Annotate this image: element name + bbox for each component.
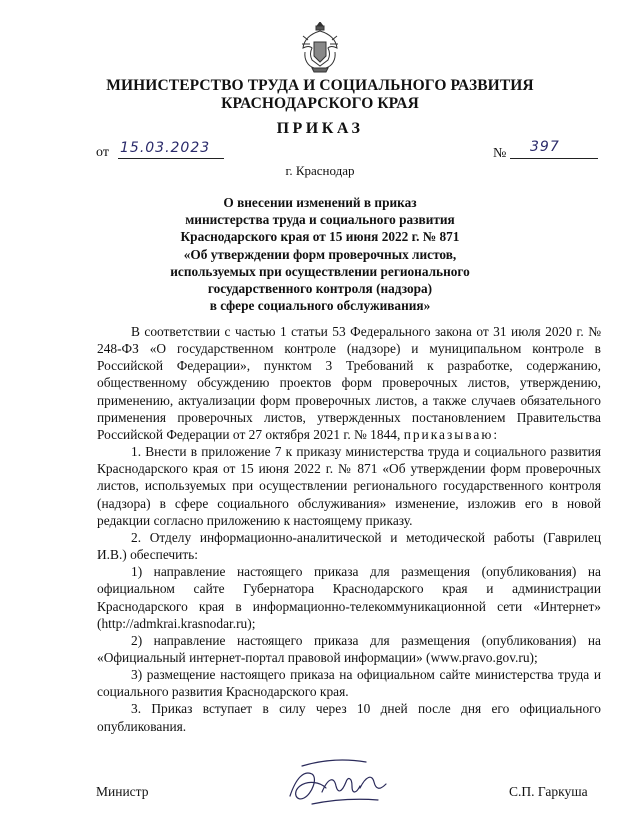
number-value: 397 bbox=[530, 139, 560, 155]
subject-line: министерства труда и социального развития bbox=[185, 212, 455, 228]
item-2-3: 3) размещение настоящего приказа на официальном сайте министерства труда и социального развития Краснодарского края. bbox=[97, 667, 601, 700]
item-2: 2. Отделу информационно-аналитической и методической работы (Гаврилец И.В.) обеспечить: bbox=[97, 529, 601, 563]
number-field bbox=[510, 141, 598, 159]
subject-line: Краснодарского края от 15 июня 2022 г. № 871 bbox=[180, 229, 460, 245]
subject-line: О внесении изменений в приказ bbox=[223, 195, 417, 210]
order-subject bbox=[120, 194, 520, 314]
preamble-paragraph bbox=[97, 323, 601, 443]
subject-line: государственного контроля (надзора) bbox=[207, 281, 433, 297]
coat-of-arms-icon bbox=[300, 22, 340, 74]
handwritten-signature-icon bbox=[282, 748, 392, 818]
item-2-2: 2) направление настоящего приказа для размещения (опубликования) на «Официальный интернет-портал правовой информации» (www.pravo.gov.ru); bbox=[97, 632, 601, 665]
number-label: № bbox=[493, 146, 507, 161]
ministry-line-2: КРАСНОДАРСКОГО КРАЯ bbox=[221, 95, 419, 112]
item-2-1: 1) направление настоящего приказа для размещения (опубликования) на официальном сайте Губернатора Краснодарского края и администрации Краснодарского края в информационно-телекоммуникационной сети «Интернет» (http://admkrai.krasnodar.ru); bbox=[97, 564, 601, 631]
date-label: от bbox=[96, 145, 109, 160]
ministry-line-1: МИНИСТЕРСТВО ТРУДА И СОЦИАЛЬНОГО РАЗВИТИЯ bbox=[106, 77, 534, 94]
order-title: ПРИКАЗ bbox=[276, 120, 364, 137]
order-body bbox=[97, 323, 601, 735]
subject-line: «Об утверждении форм проверочных листов, bbox=[183, 246, 457, 262]
date-value: 15.03.2023 bbox=[120, 140, 211, 156]
signer-name: С.П. Гаркуша bbox=[509, 784, 588, 799]
order-word: приказываю: bbox=[403, 426, 500, 442]
ministry-name bbox=[0, 77, 640, 113]
date-field bbox=[118, 141, 224, 159]
subject-line: в сфере социального обслуживания» bbox=[209, 298, 431, 314]
item-1: 1. Внести в приложение 7 к приказу министерства труда и социального развития Краснодарского края от 15 июня 2022 г. № 871 «Об утверждении форм проверочных листов, используемых при осуществлении регионального государственного контроля (надзора) в сфере социального обслуживания» изменение, изложив его в новой редакции согласно приложению к настоящему приказу. bbox=[97, 444, 601, 528]
signer-position: Министр bbox=[96, 784, 149, 799]
preamble-text: В соответствии с частью 1 статьи 53 Федерального закона от 31 июля 2020 г. № 248-ФЗ «О государственном контроле (надзоре) и муниципальном контроле в Российской Федерации», пунктом 3 Требований к разработке, содержанию, общественному обсуждению проектов форм проверочных листов, утверждению, применению, актуализации форм проверочных листов, а также случаев обязательного применения проверочных листов, утвержденных постановлением Правительства Российской Федерации от 27 октября 2021 г. № 1844, bbox=[97, 324, 601, 442]
item-3: 3. Приказ вступает в силу через 10 дней после дня его официального опубликования. bbox=[97, 701, 601, 734]
city: г. Краснодар bbox=[285, 163, 355, 178]
subject-line: используемых при осуществлении регионального bbox=[170, 263, 470, 279]
